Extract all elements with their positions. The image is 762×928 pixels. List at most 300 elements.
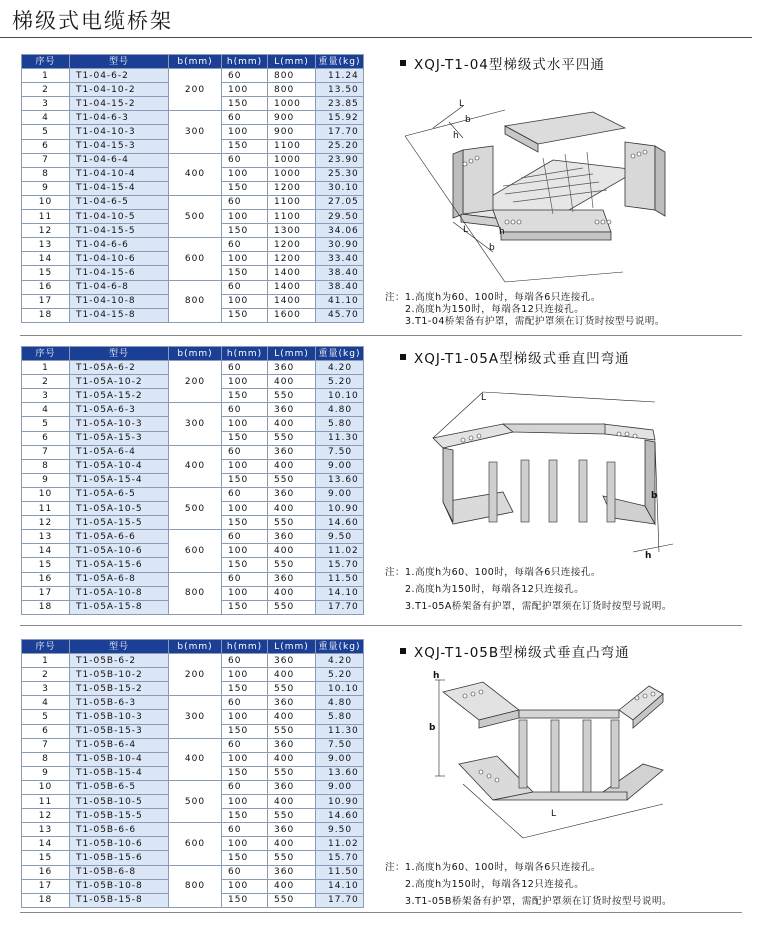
table-row — [22, 111, 364, 125]
cell-weight: 4.20 — [316, 361, 364, 375]
cell-l: 550 — [268, 558, 316, 572]
table-row — [22, 238, 364, 252]
cell-index: 7 — [22, 445, 70, 459]
cell-index: 16 — [22, 865, 70, 879]
cell-l: 550 — [268, 473, 316, 487]
cell-model: T1-05A-10-3 — [70, 417, 169, 431]
table-row — [22, 738, 364, 752]
note-line: 2.高度h为150时，每端各12只连接孔。 — [405, 304, 585, 315]
table-row — [22, 280, 364, 294]
cell-b: 200 — [169, 361, 222, 403]
four-way-tray-diagram — [393, 82, 693, 292]
cell-model: T1-04-10-5 — [70, 210, 169, 224]
cell-weight: 27.05 — [316, 195, 364, 209]
bottom-rule — [20, 912, 742, 913]
cell-model: T1-05B-6-4 — [70, 738, 169, 752]
notes-t1-05a — [385, 567, 672, 613]
cell-h: 150 — [222, 139, 268, 153]
cell-b: 800 — [169, 280, 222, 322]
page-title: 梯级式电缆桥架 — [12, 9, 173, 33]
cell-l: 400 — [268, 795, 316, 809]
cell-b: 800 — [169, 572, 222, 614]
vertical-convex-bend-diagram — [393, 664, 693, 854]
cell-weight: 9.00 — [316, 780, 364, 794]
figure-title-t1-05b — [400, 641, 630, 661]
dim-label-b-2: b — [489, 243, 495, 253]
cell-h: 100 — [222, 459, 268, 473]
cell-h: 100 — [222, 83, 268, 97]
col-header-h: h(mm) — [222, 55, 268, 69]
notes-t1-05b — [385, 862, 672, 908]
cell-weight: 14.60 — [316, 516, 364, 530]
cell-l: 360 — [268, 361, 316, 375]
cell-model: T1-05A-6-4 — [70, 445, 169, 459]
cell-weight: 9.50 — [316, 823, 364, 837]
cell-weight: 11.24 — [316, 69, 364, 83]
dim-label-b: b — [651, 491, 658, 501]
dim-label-l: L — [459, 99, 465, 109]
cell-model: T1-04-6-3 — [70, 111, 169, 125]
cell-model: T1-04-10-8 — [70, 294, 169, 308]
cell-weight: 17.70 — [316, 125, 364, 139]
col-header-model: 型号 — [70, 640, 169, 654]
cell-model: T1-05A-6-2 — [70, 361, 169, 375]
cell-index: 17 — [22, 586, 70, 600]
cell-model: T1-05B-6-8 — [70, 865, 169, 879]
col-header-weight: 重量(kg) — [316, 640, 364, 654]
cell-h: 60 — [222, 195, 268, 209]
cell-index: 5 — [22, 710, 70, 724]
cell-index: 11 — [22, 502, 70, 516]
col-header-b: b(mm) — [169, 640, 222, 654]
cell-l: 1000 — [268, 97, 316, 111]
cell-model: T1-04-15-6 — [70, 266, 169, 280]
table-row — [22, 572, 364, 586]
spec-table-t1-05a — [21, 346, 364, 615]
cell-l: 550 — [268, 682, 316, 696]
col-header-index: 序号 — [22, 55, 70, 69]
cell-weight: 11.30 — [316, 724, 364, 738]
cell-b: 400 — [169, 153, 222, 195]
spec-table-t1-05b — [21, 639, 364, 908]
cell-l: 1400 — [268, 294, 316, 308]
figure-title-text: XQJ-T1-05A型梯级式垂直凹弯通 — [414, 351, 630, 367]
top-rule — [0, 37, 752, 38]
cell-index: 6 — [22, 139, 70, 153]
cell-weight: 30.10 — [316, 181, 364, 195]
cell-weight: 38.40 — [316, 280, 364, 294]
cell-l: 400 — [268, 668, 316, 682]
cell-h: 60 — [222, 780, 268, 794]
cell-weight: 30.90 — [316, 238, 364, 252]
cell-model: T1-05B-15-3 — [70, 724, 169, 738]
figure-title-t1-04 — [400, 53, 605, 73]
cell-index: 9 — [22, 766, 70, 780]
cell-index: 1 — [22, 69, 70, 83]
cell-h: 100 — [222, 167, 268, 181]
cell-h: 100 — [222, 586, 268, 600]
cell-h: 100 — [222, 544, 268, 558]
cell-weight: 23.85 — [316, 97, 364, 111]
cell-l: 550 — [268, 893, 316, 907]
cell-b: 400 — [169, 445, 222, 487]
cell-model: T1-05B-6-5 — [70, 780, 169, 794]
figure-title-t1-05a — [400, 347, 630, 367]
cell-index: 1 — [22, 654, 70, 668]
col-header-model: 型号 — [70, 55, 169, 69]
note-line: 注：1.高度h为60、100时，每端各6只连接孔。 — [385, 292, 601, 303]
cell-b: 400 — [169, 738, 222, 780]
cell-index: 9 — [22, 473, 70, 487]
col-header-weight: 重量(kg) — [316, 347, 364, 361]
cell-model: T1-05A-10-8 — [70, 586, 169, 600]
cell-index: 2 — [22, 83, 70, 97]
dim-label-b: b — [429, 723, 436, 733]
cell-h: 150 — [222, 766, 268, 780]
cell-weight: 14.60 — [316, 809, 364, 823]
cell-model: T1-05B-10-3 — [70, 710, 169, 724]
cell-h: 100 — [222, 837, 268, 851]
cell-weight: 11.02 — [316, 837, 364, 851]
cell-index: 3 — [22, 389, 70, 403]
cell-h: 100 — [222, 752, 268, 766]
cell-index: 8 — [22, 167, 70, 181]
cell-index: 12 — [22, 224, 70, 238]
dim-label-h: h — [453, 131, 459, 141]
cell-index: 15 — [22, 558, 70, 572]
cell-l: 360 — [268, 780, 316, 794]
cell-model: T1-05B-15-4 — [70, 766, 169, 780]
cell-b: 200 — [169, 654, 222, 696]
dim-label-l: L — [551, 809, 557, 819]
col-header-b: b(mm) — [169, 55, 222, 69]
bullet-square-icon — [400, 60, 406, 66]
cell-l: 1000 — [268, 167, 316, 181]
table-row — [22, 654, 364, 668]
cell-model: T1-04-15-5 — [70, 224, 169, 238]
table-row — [22, 445, 364, 459]
cell-model: T1-04-6-6 — [70, 238, 169, 252]
cell-index: 12 — [22, 516, 70, 530]
cell-b: 200 — [169, 69, 222, 111]
cell-h: 60 — [222, 445, 268, 459]
cell-h: 150 — [222, 389, 268, 403]
cell-weight: 4.80 — [316, 696, 364, 710]
cell-model: T1-05A-15-4 — [70, 473, 169, 487]
cell-weight: 9.00 — [316, 752, 364, 766]
cell-weight: 9.50 — [316, 530, 364, 544]
cell-weight: 11.02 — [316, 544, 364, 558]
cell-b: 300 — [169, 696, 222, 738]
cell-h: 150 — [222, 724, 268, 738]
cell-weight: 11.50 — [316, 572, 364, 586]
cell-l: 400 — [268, 752, 316, 766]
table-row — [22, 69, 364, 83]
cell-h: 150 — [222, 224, 268, 238]
cell-l: 900 — [268, 111, 316, 125]
cell-model: T1-05A-6-6 — [70, 530, 169, 544]
cell-index: 2 — [22, 375, 70, 389]
cell-l: 360 — [268, 654, 316, 668]
section-divider — [20, 335, 742, 336]
cell-h: 150 — [222, 600, 268, 614]
cell-l: 1100 — [268, 195, 316, 209]
cell-h: 150 — [222, 97, 268, 111]
cell-index: 17 — [22, 294, 70, 308]
col-header-index: 序号 — [22, 640, 70, 654]
cell-h: 150 — [222, 181, 268, 195]
cell-h: 100 — [222, 710, 268, 724]
figure-title-text: XQJ-T1-05B型梯级式垂直凸弯通 — [414, 645, 630, 661]
cell-l: 400 — [268, 459, 316, 473]
cell-l: 1200 — [268, 238, 316, 252]
cell-weight: 4.20 — [316, 654, 364, 668]
dim-label-h: h — [645, 551, 652, 561]
dim-label-l-2: L — [463, 225, 469, 235]
cell-h: 150 — [222, 516, 268, 530]
cell-model: T1-05A-6-8 — [70, 572, 169, 586]
cell-h: 60 — [222, 530, 268, 544]
cell-l: 1000 — [268, 153, 316, 167]
cell-index: 10 — [22, 487, 70, 501]
cell-weight: 7.50 — [316, 445, 364, 459]
cell-weight: 25.30 — [316, 167, 364, 181]
cell-index: 11 — [22, 795, 70, 809]
cell-weight: 41.10 — [316, 294, 364, 308]
cell-weight: 9.00 — [316, 459, 364, 473]
table-header-row — [22, 640, 364, 654]
cell-model: T1-05A-10-4 — [70, 459, 169, 473]
cell-weight: 4.80 — [316, 403, 364, 417]
cell-weight: 9.00 — [316, 487, 364, 501]
table-row — [22, 530, 364, 544]
cell-l: 360 — [268, 572, 316, 586]
cell-model: T1-05B-6-2 — [70, 654, 169, 668]
table-row — [22, 865, 364, 879]
cell-index: 15 — [22, 851, 70, 865]
cell-model: T1-04-15-4 — [70, 181, 169, 195]
cell-model: T1-05A-15-3 — [70, 431, 169, 445]
cell-l: 1100 — [268, 210, 316, 224]
cell-l: 1200 — [268, 181, 316, 195]
cell-weight: 10.90 — [316, 795, 364, 809]
cell-h: 150 — [222, 682, 268, 696]
cell-h: 100 — [222, 210, 268, 224]
cell-index: 16 — [22, 572, 70, 586]
cell-h: 150 — [222, 266, 268, 280]
cell-weight: 13.50 — [316, 83, 364, 97]
section-divider — [20, 625, 742, 626]
cell-index: 9 — [22, 181, 70, 195]
cell-model: T1-04-6-4 — [70, 153, 169, 167]
cell-index: 14 — [22, 544, 70, 558]
cell-weight: 11.50 — [316, 865, 364, 879]
cell-index: 7 — [22, 738, 70, 752]
table-row — [22, 823, 364, 837]
cell-h: 60 — [222, 403, 268, 417]
cell-weight: 5.80 — [316, 417, 364, 431]
cell-weight: 13.60 — [316, 766, 364, 780]
cell-index: 6 — [22, 724, 70, 738]
figure-title-text: XQJ-T1-04型梯级式水平四通 — [414, 57, 605, 73]
cell-model: T1-05B-15-6 — [70, 851, 169, 865]
cell-weight: 7.50 — [316, 738, 364, 752]
table-row — [22, 153, 364, 167]
cell-l: 400 — [268, 375, 316, 389]
cell-weight: 15.70 — [316, 851, 364, 865]
cell-weight: 17.70 — [316, 893, 364, 907]
cell-index: 6 — [22, 431, 70, 445]
cell-index: 13 — [22, 530, 70, 544]
bullet-square-icon — [400, 354, 406, 360]
cell-b: 300 — [169, 403, 222, 445]
cell-h: 150 — [222, 809, 268, 823]
col-header-l: L(mm) — [268, 347, 316, 361]
cell-model: T1-05A-15-2 — [70, 389, 169, 403]
cell-index: 17 — [22, 879, 70, 893]
cell-b: 800 — [169, 865, 222, 907]
col-header-l: L(mm) — [268, 55, 316, 69]
cell-model: T1-05B-15-5 — [70, 809, 169, 823]
cell-index: 11 — [22, 210, 70, 224]
cell-l: 360 — [268, 403, 316, 417]
cell-weight: 14.10 — [316, 879, 364, 893]
note-line: 3.T1-05A桥架备有护罩，需配护罩须在订货时按型号说明。 — [405, 601, 672, 612]
cell-h: 60 — [222, 696, 268, 710]
cell-h: 100 — [222, 668, 268, 682]
cell-weight: 17.70 — [316, 600, 364, 614]
cell-l: 550 — [268, 809, 316, 823]
cell-weight: 5.20 — [316, 668, 364, 682]
cell-l: 800 — [268, 83, 316, 97]
table-row — [22, 780, 364, 794]
cell-model: T1-04-10-3 — [70, 125, 169, 139]
table-row — [22, 195, 364, 209]
cell-h: 60 — [222, 111, 268, 125]
cell-weight: 10.10 — [316, 682, 364, 696]
cell-h: 60 — [222, 280, 268, 294]
cell-model: T1-05B-10-6 — [70, 837, 169, 851]
dim-label-h: h — [433, 671, 440, 681]
cell-model: T1-04-15-2 — [70, 97, 169, 111]
cell-l: 1200 — [268, 252, 316, 266]
cell-l: 400 — [268, 417, 316, 431]
cell-index: 4 — [22, 696, 70, 710]
cell-l: 1400 — [268, 266, 316, 280]
cell-h: 100 — [222, 417, 268, 431]
cell-l: 360 — [268, 738, 316, 752]
cell-weight: 11.30 — [316, 431, 364, 445]
cell-weight: 45.70 — [316, 308, 364, 322]
cell-l: 1600 — [268, 308, 316, 322]
cell-h: 100 — [222, 879, 268, 893]
cell-model: T1-05A-6-3 — [70, 403, 169, 417]
note-line: 注：1.高度h为60、100时，每端各6只连接孔。 — [385, 567, 601, 578]
cell-model: T1-05B-15-8 — [70, 893, 169, 907]
cell-l: 400 — [268, 837, 316, 851]
cell-model: T1-04-6-8 — [70, 280, 169, 294]
cell-h: 60 — [222, 654, 268, 668]
col-header-model: 型号 — [70, 347, 169, 361]
cell-b: 500 — [169, 780, 222, 822]
cell-weight: 15.92 — [316, 111, 364, 125]
cell-l: 400 — [268, 586, 316, 600]
note-line: 3.T1-05B桥架备有护罩，需配护罩须在订货时按型号说明。 — [405, 896, 672, 907]
cell-index: 16 — [22, 280, 70, 294]
cell-l: 1300 — [268, 224, 316, 238]
table-row — [22, 696, 364, 710]
cell-l: 1100 — [268, 139, 316, 153]
cell-model: T1-05B-10-8 — [70, 879, 169, 893]
cell-index: 18 — [22, 600, 70, 614]
cell-l: 1400 — [268, 280, 316, 294]
cell-index: 3 — [22, 97, 70, 111]
cell-index: 15 — [22, 266, 70, 280]
cell-model: T1-04-15-8 — [70, 308, 169, 322]
cell-index: 13 — [22, 823, 70, 837]
col-header-weight: 重量(kg) — [316, 55, 364, 69]
cell-index: 5 — [22, 125, 70, 139]
spec-table-t1-04 — [21, 54, 364, 323]
cell-l: 900 — [268, 125, 316, 139]
cell-index: 13 — [22, 238, 70, 252]
cell-h: 150 — [222, 558, 268, 572]
cell-h: 60 — [222, 572, 268, 586]
table-row — [22, 487, 364, 501]
cell-weight: 23.90 — [316, 153, 364, 167]
cell-l: 550 — [268, 516, 316, 530]
cell-b: 500 — [169, 487, 222, 529]
dim-label-l: L — [481, 393, 487, 403]
cell-h: 60 — [222, 361, 268, 375]
cell-model: T1-04-6-5 — [70, 195, 169, 209]
cell-l: 550 — [268, 389, 316, 403]
dim-label-b: b — [465, 115, 471, 125]
cell-model: T1-05B-10-5 — [70, 795, 169, 809]
table-header-row — [22, 347, 364, 361]
cell-weight: 5.20 — [316, 375, 364, 389]
cell-h: 150 — [222, 473, 268, 487]
cell-l: 550 — [268, 431, 316, 445]
cell-index: 2 — [22, 668, 70, 682]
cell-h: 100 — [222, 294, 268, 308]
cell-h: 100 — [222, 502, 268, 516]
cell-h: 60 — [222, 487, 268, 501]
cell-l: 550 — [268, 724, 316, 738]
cell-index: 4 — [22, 111, 70, 125]
cell-b: 500 — [169, 195, 222, 237]
cell-weight: 10.10 — [316, 389, 364, 403]
cell-l: 400 — [268, 544, 316, 558]
col-header-b: b(mm) — [169, 347, 222, 361]
cell-model: T1-05A-10-2 — [70, 375, 169, 389]
dim-label-h-2: h — [499, 227, 505, 237]
cell-model: T1-05B-10-2 — [70, 668, 169, 682]
cell-model: T1-05A-6-5 — [70, 487, 169, 501]
cell-l: 400 — [268, 710, 316, 724]
cell-h: 60 — [222, 823, 268, 837]
cell-index: 18 — [22, 308, 70, 322]
cell-index: 3 — [22, 682, 70, 696]
cell-h: 60 — [222, 738, 268, 752]
cell-model: T1-05A-15-6 — [70, 558, 169, 572]
cell-index: 7 — [22, 153, 70, 167]
cell-index: 5 — [22, 417, 70, 431]
cell-l: 400 — [268, 879, 316, 893]
cell-model: T1-04-10-2 — [70, 83, 169, 97]
cell-model: T1-05A-15-8 — [70, 600, 169, 614]
col-header-l: L(mm) — [268, 640, 316, 654]
